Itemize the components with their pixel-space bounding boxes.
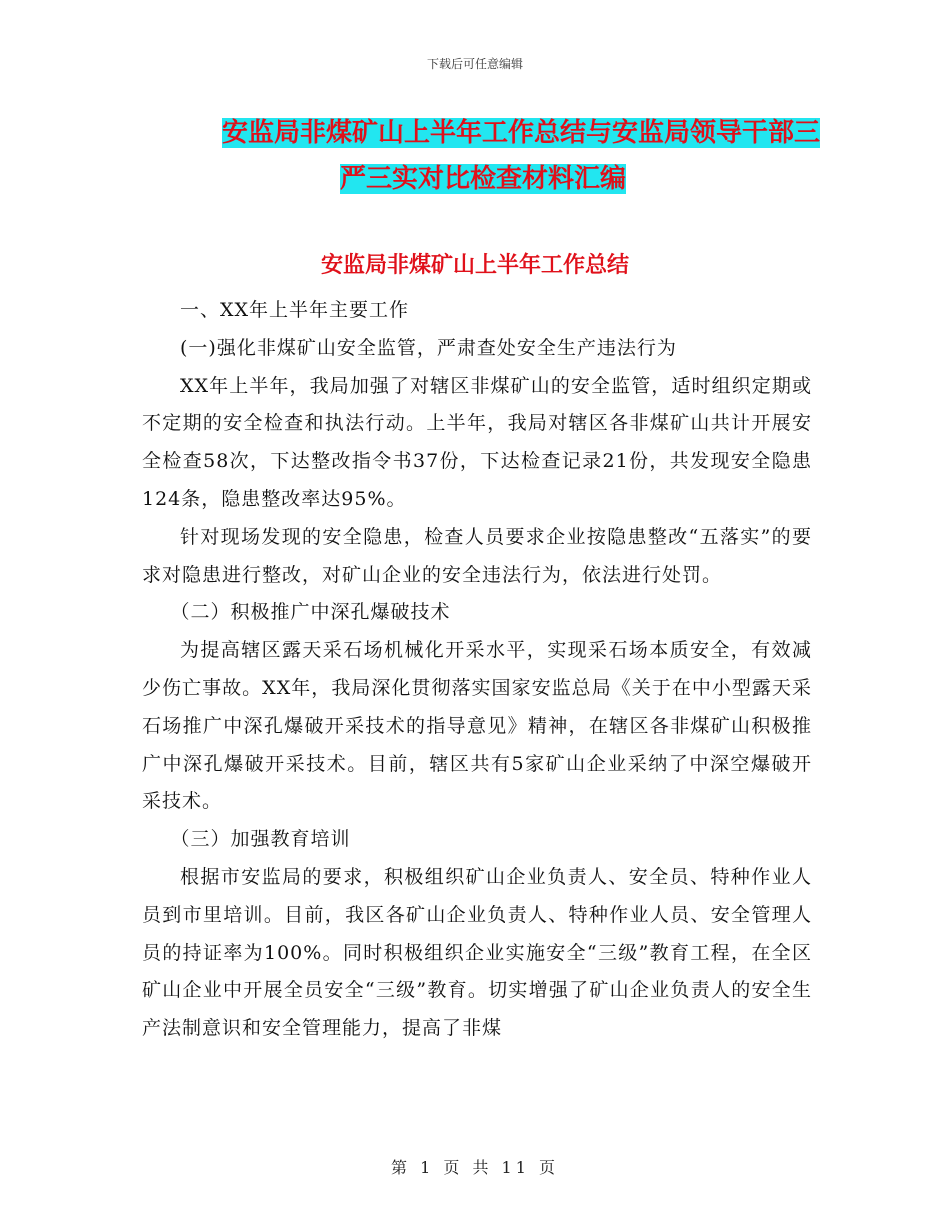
page-footer: 第 1 页 共 11 页 <box>391 1158 559 1177</box>
title-line-2-text: 严三实对比检查材料汇编 <box>340 164 627 194</box>
paragraph-3: 为提高辖区露天采石场机械化开采水平，实现采石场本质安全，有效减少伤亡事故。XX年，我局深化贯彻落实国家安监总局《关于在中小型露天采石场推广中深孔爆破开采技术的指导意见》精神，在辖区各非煤矿山积极推广中深孔爆破开采技术。目前，辖区共有5家矿山企业采纳了中深空爆破开采技术。 <box>142 639 812 813</box>
paragraph-1: XX年上半年，我局加强了对辖区非煤矿山的安全监管，适时组织定期或不定期的安全检查和执法行动。上半年，我局对辖区各非煤矿山共计开展安全检查58次，下达整改指令书37份，下达检查记录21份，共发现安全隐患124条，隐患整改率达95%。 <box>142 374 812 510</box>
heading-1: 一、XX年上半年主要工作 <box>180 299 410 321</box>
paragraph-2: 针对现场发现的安全隐患，检查人员要求企业按隐患整改“五落实”的要求对隐患进行整改，对矿山企业的安全违法行为，依法进行处罚。 <box>142 525 812 586</box>
header-note: 下载后可任意编辑 <box>426 57 523 71</box>
document-title <box>140 110 820 202</box>
subheading-2: （二）积极推广中深孔爆破技术 <box>170 601 451 624</box>
document-body <box>142 292 812 1048</box>
title-line-2 <box>140 156 820 202</box>
title-line-1 <box>140 110 820 156</box>
title-line-1-text: 安监局非煤矿山上半年工作总结与安监局领导干部三 <box>221 118 820 148</box>
subheading-1: (一)强化非煤矿山安全监管，严肃查处安全生产违法行为 <box>180 336 677 359</box>
subheading-3: （三）加强教育培训 <box>170 828 351 851</box>
section-title: 安监局非煤矿山上半年工作总结 <box>320 253 629 278</box>
paragraph-4: 根据市安监局的要求，积极组织矿山企业负责人、安全员、特种作业人员到市里培训。目前，我区各矿山企业负责人、特种作业人员、安全管理人员的持证率为100%。同时积极组织企业实施安全“三级”教育工程，在全区矿山企业中开展全员安全“三级”教育。切实增强了矿山企业负责人的安全生产法制意识和安全管理能力，提高了非煤 <box>142 865 812 1040</box>
